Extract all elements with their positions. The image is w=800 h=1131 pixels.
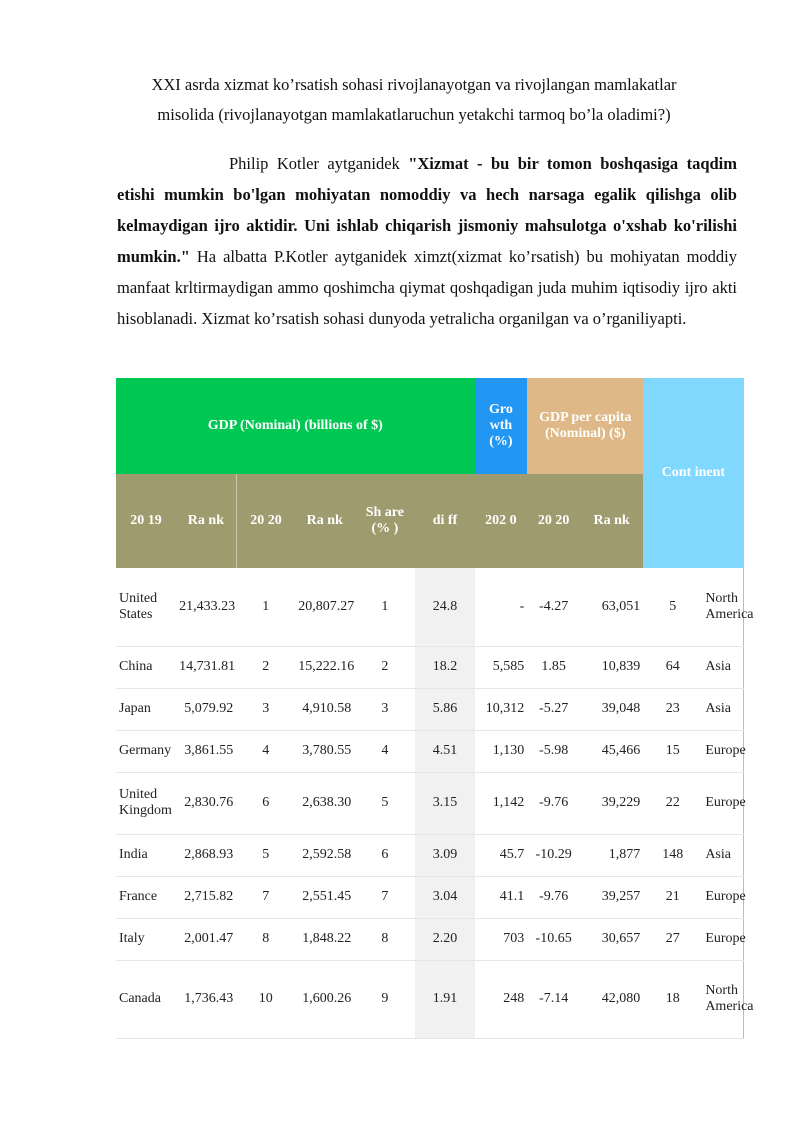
per-capita-cell: 30,657 <box>580 918 643 960</box>
subheader-rank-2019: Ra nk <box>176 474 236 568</box>
kotler-quote: "Xizmat - bu bir tomon boshqasiga taqdim etishi mumkin bo'lgan mohiyatan nomoddiy va hech narsaga egalik qilishga olib kelmaydigan ijro aktidir. Uni ishlab chiqarish jismoniy mahsulotga o'xshab ko'rilishi mumkin." <box>117 154 737 266</box>
growth-cell: -5.98 <box>527 730 580 772</box>
country-cell: Canada <box>116 960 176 1038</box>
continent-cell: Europe <box>702 918 743 960</box>
per-capita-cell: 63,051 <box>580 568 643 646</box>
gdp-2020-cell: 3,780.55 <box>295 730 354 772</box>
growth-cell: -4.27 <box>527 568 580 646</box>
paragraph-lead: Philip Kotler aytganidek <box>229 154 409 173</box>
rank-2019-cell: 3 <box>236 688 295 730</box>
per-capita-cell: 10,839 <box>580 646 643 688</box>
share-cell: 3.09 <box>415 834 474 876</box>
table-row <box>116 646 744 688</box>
share-cell: 2.20 <box>415 918 474 960</box>
table-row <box>116 960 744 1038</box>
gdp-2020-cell: 2,638.30 <box>295 772 354 834</box>
subheader-2019: 20 19 <box>116 474 176 568</box>
intro-paragraph <box>117 148 737 334</box>
gdp-2019-cell: 2,715.82 <box>176 876 236 918</box>
growth-cell: -10.65 <box>527 918 580 960</box>
subheader-share: Sh are (% ) <box>354 474 415 568</box>
header-gdp-nominal: GDP (Nominal) (billions of $) <box>116 378 475 474</box>
rank-2020-cell: 7 <box>354 876 415 918</box>
growth-cell: -9.76 <box>527 772 580 834</box>
subheader-rank-2020: Ra nk <box>295 474 354 568</box>
diff-cell: 45.7 <box>475 834 528 876</box>
country-cell: France <box>116 876 176 918</box>
subheader-growth-2020: 202 0 <box>475 474 528 568</box>
gdp-2020-cell: 20,807.27 <box>295 568 354 646</box>
continent-cell: Asia <box>702 834 743 876</box>
continent-cell: North America <box>702 960 743 1038</box>
gdp-2020-cell: 15,222.16 <box>295 646 354 688</box>
subheader-per-capita-2020: 20 20 <box>527 474 580 568</box>
rank-2020-cell: 8 <box>354 918 415 960</box>
diff-cell: 1,142 <box>475 772 528 834</box>
per-capita-rank-cell: 22 <box>643 772 702 834</box>
rank-2020-cell: 2 <box>354 646 415 688</box>
continent-cell: Europe <box>702 772 743 834</box>
table-row <box>116 834 744 876</box>
gdp-2019-cell: 3,861.55 <box>176 730 236 772</box>
growth-cell: -7.14 <box>527 960 580 1038</box>
gdp-2020-cell: 1,600.26 <box>295 960 354 1038</box>
gdp-2020-cell: 4,910.58 <box>295 688 354 730</box>
growth-cell: -10.29 <box>527 834 580 876</box>
continent-cell: Europe <box>702 876 743 918</box>
diff-cell: 248 <box>475 960 528 1038</box>
per-capita-rank-cell: 21 <box>643 876 702 918</box>
rank-2019-cell: 8 <box>236 918 295 960</box>
share-cell: 18.2 <box>415 646 474 688</box>
paragraph-rest: Ha albatta P.Kotler aytganidek ximzt(xizmat ko’rsatish) bu mohiyatan moddiy manfaat krltirmaydigan ammo qoshimcha qiymat qoshqadigan juda muhim iqtisodiy ijro akti hisoblanadi. Xizmat ko’rsatish sohasi dunyoda yetralicha organilgan va o’rganiliyapti. <box>117 247 737 328</box>
subheader-2020: 20 20 <box>236 474 295 568</box>
gdp-2020-cell: 2,551.45 <box>295 876 354 918</box>
per-capita-cell: 45,466 <box>580 730 643 772</box>
continent-cell: Europe <box>702 730 743 772</box>
rank-2020-cell: 1 <box>354 568 415 646</box>
header-continent: Cont inent <box>643 378 743 568</box>
table-row <box>116 568 744 646</box>
share-cell: 5.86 <box>415 688 474 730</box>
share-cell: 1.91 <box>415 960 474 1038</box>
gdp-2020-cell: 2,592.58 <box>295 834 354 876</box>
rank-2020-cell: 4 <box>354 730 415 772</box>
country-cell: Germany <box>116 730 176 772</box>
gdp-2019-cell: 2,830.76 <box>176 772 236 834</box>
per-capita-rank-cell: 18 <box>643 960 702 1038</box>
country-cell: United Kingdom <box>116 772 176 834</box>
share-cell: 4.51 <box>415 730 474 772</box>
diff-cell: 703 <box>475 918 528 960</box>
country-cell: China <box>116 646 176 688</box>
gdp-2019-cell: 1,736.43 <box>176 960 236 1038</box>
diff-cell: 10,312 <box>475 688 528 730</box>
rank-2020-cell: 9 <box>354 960 415 1038</box>
share-cell: 24.8 <box>415 568 474 646</box>
rank-2020-cell: 3 <box>354 688 415 730</box>
gdp-2019-cell: 14,731.81 <box>176 646 236 688</box>
per-capita-rank-cell: 5 <box>643 568 702 646</box>
diff-cell: 41.1 <box>475 876 528 918</box>
per-capita-rank-cell: 64 <box>643 646 702 688</box>
rank-2019-cell: 2 <box>236 646 295 688</box>
rank-2020-cell: 6 <box>354 834 415 876</box>
gdp-2019-cell: 2,868.93 <box>176 834 236 876</box>
header-gdp-per-capita: GDP per capita (Nominal) ($) <box>527 378 643 474</box>
table-row <box>116 918 744 960</box>
per-capita-rank-cell: 27 <box>643 918 702 960</box>
per-capita-cell: 39,048 <box>580 688 643 730</box>
continent-cell: Asia <box>702 646 743 688</box>
rank-2020-cell: 5 <box>354 772 415 834</box>
per-capita-cell: 39,229 <box>580 772 643 834</box>
country-cell: India <box>116 834 176 876</box>
diff-cell: 5,585 <box>475 646 528 688</box>
continent-cell: Asia <box>702 688 743 730</box>
gdp-2020-cell: 1,848.22 <box>295 918 354 960</box>
table-row <box>116 730 744 772</box>
country-cell: Japan <box>116 688 176 730</box>
per-capita-rank-cell: 23 <box>643 688 702 730</box>
country-cell: Italy <box>116 918 176 960</box>
diff-cell: - <box>475 568 528 646</box>
heading-line-2: misolida (rivojlanayotgan mamlakatlaruchun yetakchi tarmoq bo’la oladimi?) <box>157 105 671 124</box>
rank-2019-cell: 6 <box>236 772 295 834</box>
growth-cell: 1.85 <box>527 646 580 688</box>
per-capita-cell: 1,877 <box>580 834 643 876</box>
rank-2019-cell: 10 <box>236 960 295 1038</box>
heading-line-1: XXI asrda xizmat ko’rsatish sohasi rivojlanayotgan va rivojlangan mamlakatlar <box>151 75 677 94</box>
per-capita-cell: 42,080 <box>580 960 643 1038</box>
country-cell: United States <box>116 568 176 646</box>
continent-cell: North America <box>702 568 743 646</box>
per-capita-rank-cell: 148 <box>643 834 702 876</box>
table-row <box>116 876 744 918</box>
share-cell: 3.15 <box>415 772 474 834</box>
per-capita-rank-cell: 15 <box>643 730 702 772</box>
gdp-2019-cell: 5,079.92 <box>176 688 236 730</box>
gdp-2019-cell: 2,001.47 <box>176 918 236 960</box>
rank-2019-cell: 1 <box>236 568 295 646</box>
subheader-per-capita-rank: Ra nk <box>580 474 643 568</box>
rank-2019-cell: 5 <box>236 834 295 876</box>
table-row <box>116 688 744 730</box>
rank-2019-cell: 4 <box>236 730 295 772</box>
growth-cell: -9.76 <box>527 876 580 918</box>
per-capita-cell: 39,257 <box>580 876 643 918</box>
subheader-diff: di ff <box>415 474 474 568</box>
header-growth: Gro wth (%) <box>475 378 528 474</box>
document-heading <box>100 72 728 132</box>
share-cell: 3.04 <box>415 876 474 918</box>
rank-2019-cell: 7 <box>236 876 295 918</box>
diff-cell: 1,130 <box>475 730 528 772</box>
gdp-table <box>116 378 754 1039</box>
growth-cell: -5.27 <box>527 688 580 730</box>
table-row <box>116 772 744 834</box>
gdp-2019-cell: 21,433.23 <box>176 568 236 646</box>
